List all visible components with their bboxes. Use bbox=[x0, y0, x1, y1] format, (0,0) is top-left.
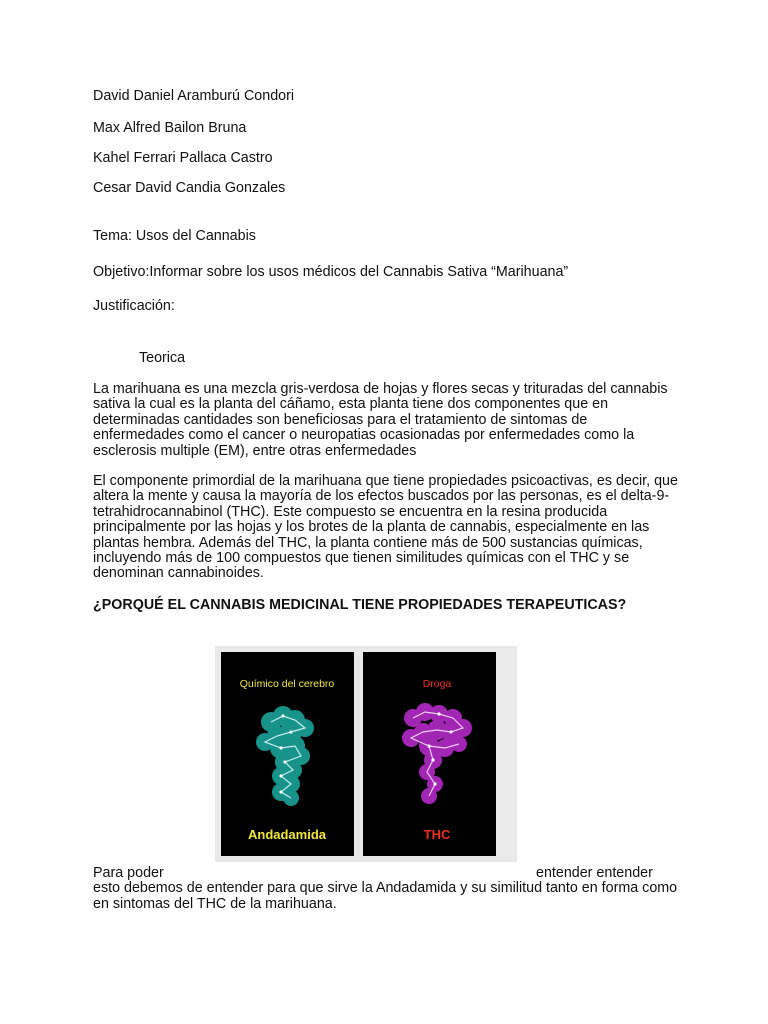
paragraph-line: esto debemos de entender para que sirve la Andadamida y su similitud tanto en forma como bbox=[93, 880, 678, 897]
anandamide-molecule-image bbox=[221, 652, 354, 856]
objective-line: Objetivo:Informar sobre los usos médicos del Cannabis Sativa “Marihuana” bbox=[93, 264, 569, 280]
paragraph-line: altera la mente y causa la mayoría de los efectos buscados por las personas, es el delta-9- bbox=[93, 488, 670, 505]
thc-bottom-label: THC bbox=[423, 827, 451, 842]
thc-top-label: Droga bbox=[422, 678, 452, 690]
closing-left-text: Para poder bbox=[93, 865, 164, 881]
author-3: Kahel Ferrari Pallaca Castro bbox=[93, 150, 273, 166]
topic-line: Tema: Usos del Cannabis bbox=[93, 228, 256, 244]
paragraph-line: denominan cannabinoides. bbox=[93, 565, 264, 582]
paragraph-thc-component bbox=[93, 474, 693, 582]
paragraph-line: La marihuana es una mezcla gris-verdosa de hojas y flores secas y trituradas del cannabis bbox=[93, 381, 668, 397]
paragraph-line: sativa la cual es la planta del cáñamo, esta planta tiene dos componentes que en bbox=[93, 396, 609, 413]
theory-subheading: Teorica bbox=[139, 350, 186, 366]
paragraph-line: principalmente por las hojas y los brotes de la planta de cannabis, especialmente en las bbox=[93, 519, 650, 536]
author-4: Cesar David Candia Gonzales bbox=[93, 180, 286, 196]
thc-molecule-icon bbox=[402, 703, 472, 804]
closing-paragraph bbox=[93, 866, 693, 912]
section-heading: ¿PORQUÉ EL CANNABIS MEDICINAL TIENE PROPIEDADES TERAPEUTICAS? bbox=[93, 597, 627, 613]
anandamide-molecule-icon bbox=[256, 706, 314, 806]
closing-right-text: entender entender bbox=[536, 865, 653, 881]
thc-panel bbox=[363, 652, 496, 856]
author-2: Max Alfred Bailon Bruna bbox=[93, 120, 247, 136]
anandamide-panel bbox=[221, 652, 354, 856]
paragraph-line: esclerosis multiple (EM), entre otras enfermedades bbox=[93, 442, 417, 459]
paragraph-line: enfermedades como el cancer o neuropatias ocasionadas por enfermedades como la bbox=[93, 427, 635, 444]
paragraph-line: plantas hembra. Además del THC, la planta contiene más de 500 sustancias químicas, bbox=[93, 534, 643, 551]
paragraph-marihuana-definition bbox=[93, 382, 693, 459]
paragraph-line: tetrahidrocannabinol (THC). Este compuesto se encuentra en la resina producida bbox=[93, 503, 608, 520]
author-1: David Daniel Aramburú Condori bbox=[93, 88, 295, 104]
molecule-comparison-figure bbox=[215, 646, 517, 862]
paragraph-line: determinadas cantidades son beneficiosas para el tratamiento de sintomas de bbox=[93, 411, 588, 428]
justification-label: Justificación: bbox=[93, 298, 175, 314]
paragraph-line: El componente primordial de la marihuana que tiene propiedades psicoactivas, es decir, que bbox=[93, 473, 678, 489]
thc-molecule-image bbox=[363, 652, 511, 856]
paragraph-line: en sintomas del THC de la marihuana. bbox=[93, 895, 337, 912]
paragraph-line: incluyendo más de 100 compuestos que tienen similitudes químicas con el THC y se bbox=[93, 550, 630, 567]
anandamide-bottom-label: Andadamida bbox=[247, 827, 327, 842]
anandamide-top-label: Químico del cerebro bbox=[239, 678, 335, 690]
